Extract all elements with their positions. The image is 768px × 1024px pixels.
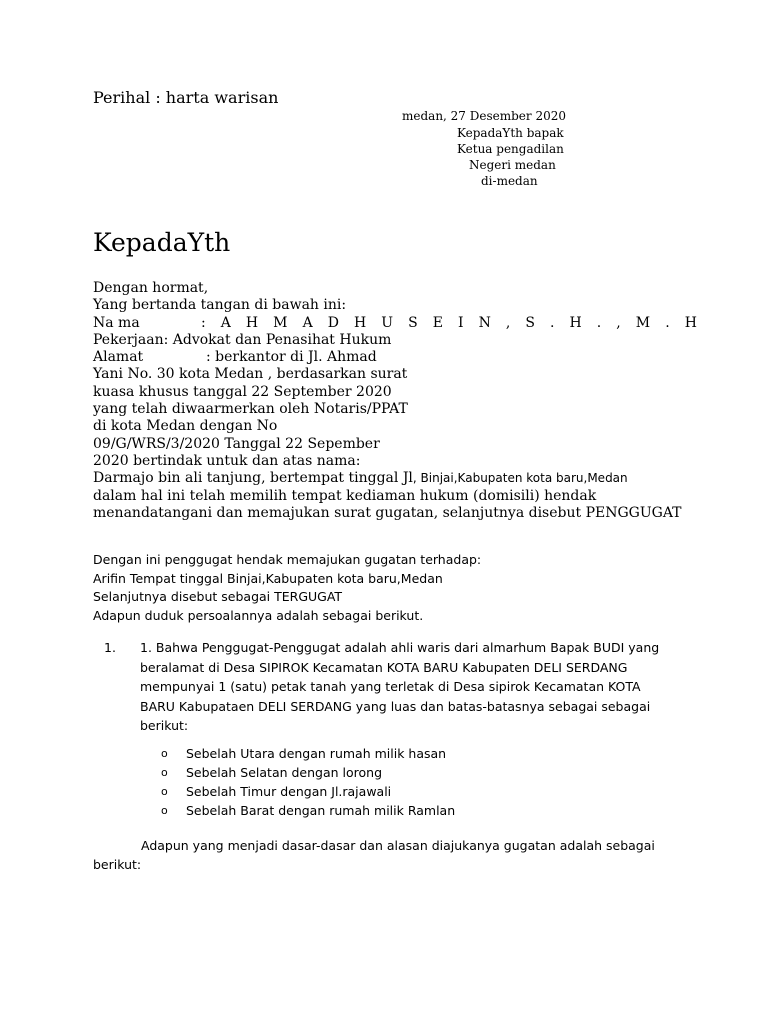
subject-line: Perihal : harta warisan [93,88,279,107]
body-line: kuasa khusus tanggal 22 September 2020 [93,383,392,400]
list-item-text: Sebelah Utara dengan rumah milik hasan [186,746,447,761]
body-line: Arifin Tempat tinggal Binjai,Kabupaten kota baru,Medan [93,570,443,586]
body-line: Adapun duduk persoalannya adalah sebagai berikut. [93,607,424,623]
list-item-line: mempunyai 1 (satu) petak tanah yang terletak di Desa sipirok Kecamatan KOTA [140,679,641,694]
plaintiff-line [93,470,663,487]
bullet-icon: o [161,785,168,798]
domicile-line: dalam hal ini telah memilih tempat kediaman hukum (domisili) hendak [93,487,597,504]
bullet-icon: o [161,766,168,779]
addressee-line: KepadaYth bapak [457,126,564,140]
list-item-line: berikut: [140,718,189,733]
address-row [93,349,663,366]
body-line: Yani No. 30 kota Medan , berdasarkan surat [93,366,408,383]
list-item-line: 1. Bahwa Penggugat-Penggugat adalah ahli waris dari almarhum Bapak BUDI yang [140,640,660,655]
signing-line: menandatangani dan memajukan surat gugatan, selanjutnya disebut PENGGUGAT [93,504,682,521]
closing-line: berikut: [93,857,142,872]
name-row [93,314,703,332]
addressee-line: Ketua pengadilan [457,142,564,156]
bullet-icon: o [161,804,168,817]
salutation: Dengan hormat, [93,280,209,296]
list-number: 1. [104,640,116,655]
body-line: 09/G/WRS/3/2020 Tanggal 22 Sepember [93,435,380,452]
bullet-icon: o [161,747,168,760]
name-label: Na ma [93,314,140,331]
plaintiff-name: Darmajo bin ali tanjung, bertempat tinggal Jl [93,470,413,487]
name-value: : A H M A D H U S E I N , S . H . , M . H [201,314,703,331]
body-line: Selanjutnya disebut sebagai TERGUGAT [93,589,343,604]
letter-body [93,280,703,522]
list-item-line: beralamat di Desa SIPIROK Kecamatan KOTA BARU Kabupaten DELI SERDANG [140,659,628,675]
closing-line [93,836,655,855]
body-line: yang telah diwaarmerkan oleh Notaris/PPAT [93,401,408,418]
address-value: : berkantor di Jl. Ahmad [206,349,377,366]
body-line: 2020 bertindak untuk dan atas nama: [93,452,361,469]
body-line: Dengan ini penggugat hendak memajukan gugatan terhadap: [93,552,482,567]
defendant-block [93,551,481,625]
list-item-text: Sebelah Timur dengan Jl.rajawali [186,784,392,799]
list-item-text: Sebelah Selatan dengan lorong [186,765,383,780]
letter-heading: KepadaYth [93,228,231,257]
addressee-line: di-medan [481,174,538,188]
occupation-line: Pekerjaan: Advokat dan Penasihat Hukum [93,331,392,348]
addressee-line: Negeri medan [469,158,556,172]
closing-text: Adapun yang menjadi dasar-dasar dan alasan diajukanya gugatan adalah sebagai [141,838,655,853]
intro-line: Yang bertanda tangan di bawah ini: [93,297,347,314]
address-label: Alamat [93,349,144,366]
list-item-content [140,638,700,736]
plaintiff-address: , Binjai,Kabupaten kota baru,Medan [412,471,628,486]
place-date: medan, 27 Desember 2020 [402,109,566,123]
body-line: di kota Medan dengan No [93,418,278,435]
list-item-line: BARU Kabupataen DELI SERDANG yang luas dan batas-batasnya sebagai sebagai [140,698,651,714]
list-item-text: Sebelah Barat dengan rumah milik Ramlan [186,803,456,818]
closing-paragraph [93,836,655,874]
